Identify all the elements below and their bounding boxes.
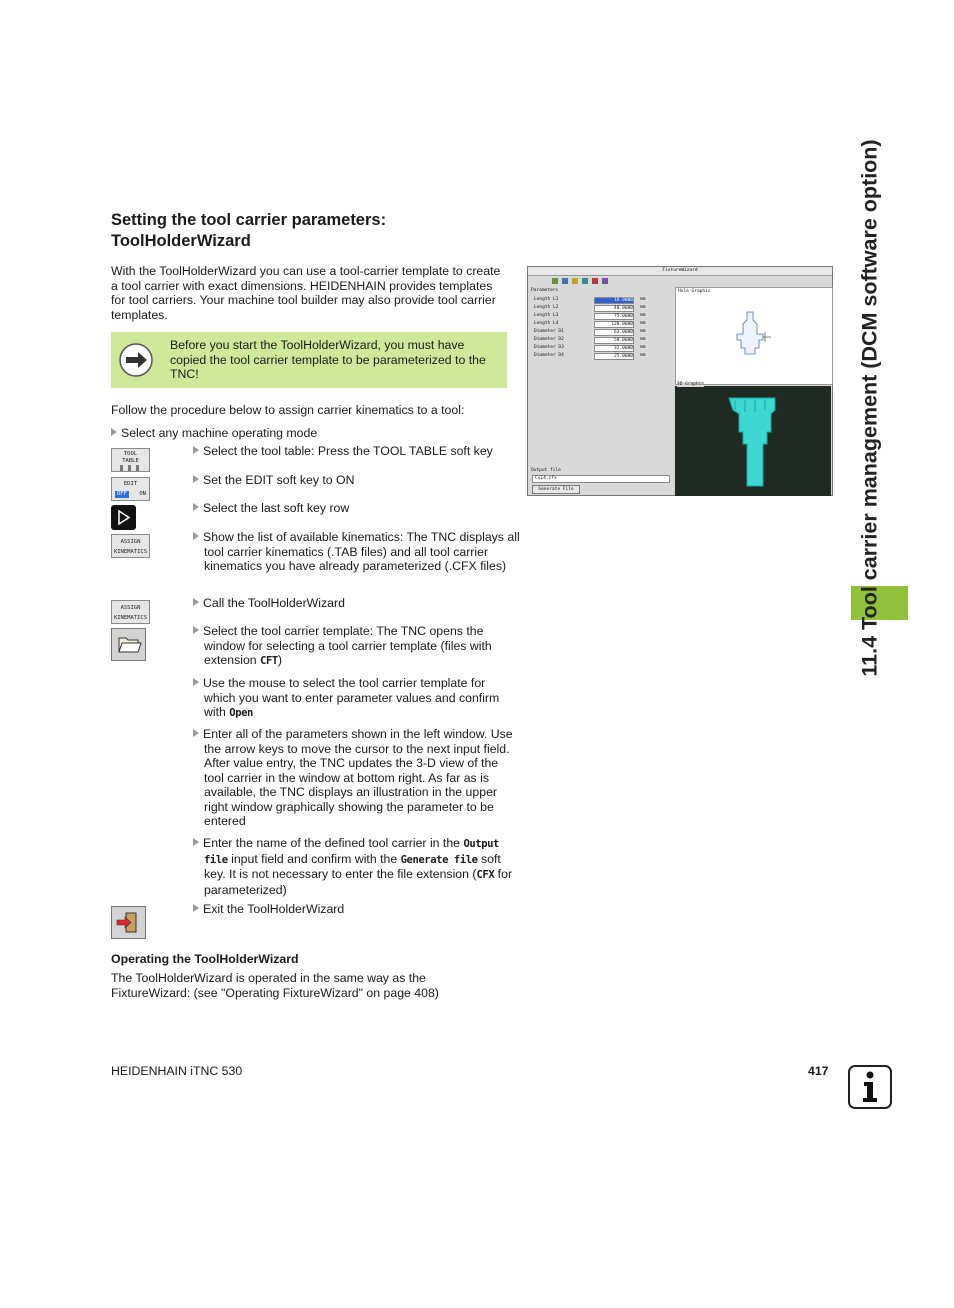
step-show-kinematics: Show the list of available kinematics: The TNC displays all tool carrier kinematics (.TAB files) and all tool carrier kinematics you have already parameterized (.CFX files) [193, 530, 520, 574]
bullet-arrow-icon [193, 729, 199, 737]
open-file-button[interactable] [111, 628, 146, 661]
param-input-l2[interactable]: 40.0000 [594, 305, 634, 312]
edit-on-indicator: ON [139, 491, 146, 497]
step-enter-parameters: Enter all of the parameters shown in the left window. Use the arrow keys to move the cursor to the next input field. After value entry, the TNC updates the 3-D view of the tool carrier in the window at bottom right. As far as is available, the TNC displays an illustration in the upper right window graphically showing the parameter to be entered [193, 727, 520, 829]
step-use-mouse: Use the mouse to select the tool carrier template for which you want to enter parameter values and confirm with Open [193, 676, 520, 721]
tool-carrier-outline-icon [731, 310, 781, 356]
tool-carrier-3d-model [725, 394, 785, 494]
step-call-wizard: Call the ToolHolderWizard [193, 596, 520, 611]
exit-door-icon [112, 907, 145, 938]
step-last-row: Select the last soft key row [193, 501, 520, 516]
param-input-d1[interactable]: 63.0000 [594, 329, 634, 336]
sub-paragraph: The ToolHolderWizard is operated in the same way as the FixtureWizard: (see "Operating FixtureWizard" on page 408) [111, 971, 439, 1000]
param-input-l4[interactable]: 120.0000 [594, 321, 634, 328]
bullet-arrow-icon [193, 475, 199, 483]
toolbar [552, 278, 622, 287]
exit-button[interactable] [111, 906, 146, 939]
assign-kinematics-softkey[interactable]: ASSIGN KINEMATICS [111, 534, 150, 558]
note-text: Before you start the ToolHolderWizard, you must have copied the tool carrier template to be parameterized to the TNC! [170, 338, 486, 381]
step-enter-name: Enter the name of the defined tool carrier in the Output file input field and confirm with the Generate file soft key. It is not necessary to enter the file extension (CFX for parameterized) [193, 836, 520, 897]
param-input-d2[interactable]: 50.0000 [594, 337, 634, 344]
page-number: 417 [808, 1064, 829, 1078]
param-input-l1[interactable]: 10.0000 [594, 297, 634, 304]
bullet-arrow-icon [193, 626, 199, 634]
triangle-right-icon [111, 505, 136, 530]
bullet-arrow-icon [193, 503, 199, 511]
graphic-3d-panel [675, 382, 831, 496]
step-exit-wizard: Exit the ToolHolderWizard [193, 902, 520, 917]
output-file-input[interactable]: Cv14.cfx [532, 475, 670, 483]
output-file-label: Output file [531, 468, 561, 473]
bullet-arrow-icon [193, 532, 199, 540]
arrow-right-icon [119, 343, 155, 377]
param-input-l3[interactable]: 75.0000 [594, 313, 634, 320]
bullet-arrow-icon [111, 428, 117, 436]
assign-kinematics-softkey-2[interactable]: ASSIGN KINEMATICS [111, 600, 150, 624]
follow-text: Follow the procedure below to assign carrier kinematics to a tool: [111, 403, 465, 417]
tool-table-softkey[interactable]: TOOL TABLE [111, 448, 150, 472]
folder-icon [112, 629, 145, 660]
section-heading: Setting the tool carrier parameters: ToolHolderWizard [111, 211, 387, 250]
info-icon [848, 1065, 892, 1109]
next-softkey-row-key[interactable] [111, 505, 136, 530]
edit-off-indicator: OFF [117, 491, 127, 497]
param-input-d4[interactable]: 25.0000 [594, 353, 634, 360]
parameters-label: Parameters [531, 288, 559, 293]
fixturewizard-screenshot [527, 266, 833, 496]
hole-graphic-label: Hole Graphic [678, 289, 711, 294]
bullet-arrow-icon [193, 446, 199, 454]
step-select-template: Select the tool carrier template: The TNC opens the window for selecting a tool carrier template (files with extension CFT) [193, 624, 520, 669]
edit-softkey[interactable]: EDIT OFF ON [111, 477, 150, 501]
chapter-title: 11.4 Tool carrier management (DCM software option) [857, 139, 882, 677]
window-title-bar: FixtureWizard [528, 267, 832, 276]
step-edit-on: Set the EDIT soft key to ON [193, 473, 520, 488]
table-icon [116, 465, 146, 471]
parameters-panel: Length L1 10.0000 mm Length L2 40.0000 mm Length L3 75.0000 mm Length L4 120.0000 mm Diameter D1 63.0000 mm Diameter D2 50.0000 mm Diameter D3 32.0000 mm Diameter D4 25.0000 mm [534, 297, 646, 359]
graphic-3d-label: 3D Graphic [677, 382, 705, 387]
bullet-arrow-icon [193, 678, 199, 686]
param-input-d3[interactable]: 32.0000 [594, 345, 634, 352]
bullet-arrow-icon [193, 598, 199, 606]
generate-file-button[interactable]: Generate File [532, 485, 580, 494]
intro-paragraph: With the ToolHolderWizard you can use a tool-carrier template to create a tool carrier with exact dimensions. HEIDENHAIN provides templates for tool carriers. Your machine tool builder may also provide tool carrier templates. [111, 264, 501, 322]
toolbar-icons [552, 278, 622, 285]
sub-heading: Operating the ToolHolderWizard [111, 952, 299, 966]
footer-product: HEIDENHAIN iTNC 530 [111, 1064, 243, 1078]
note-box [111, 332, 507, 388]
step-select-mode: Select any machine operating mode [111, 426, 509, 441]
bullet-arrow-icon [193, 904, 199, 912]
bullet-arrow-icon [193, 838, 199, 846]
step-tool-table: Select the tool table: Press the TOOL TABLE soft key [193, 444, 520, 459]
hole-graphic-panel [675, 287, 833, 385]
